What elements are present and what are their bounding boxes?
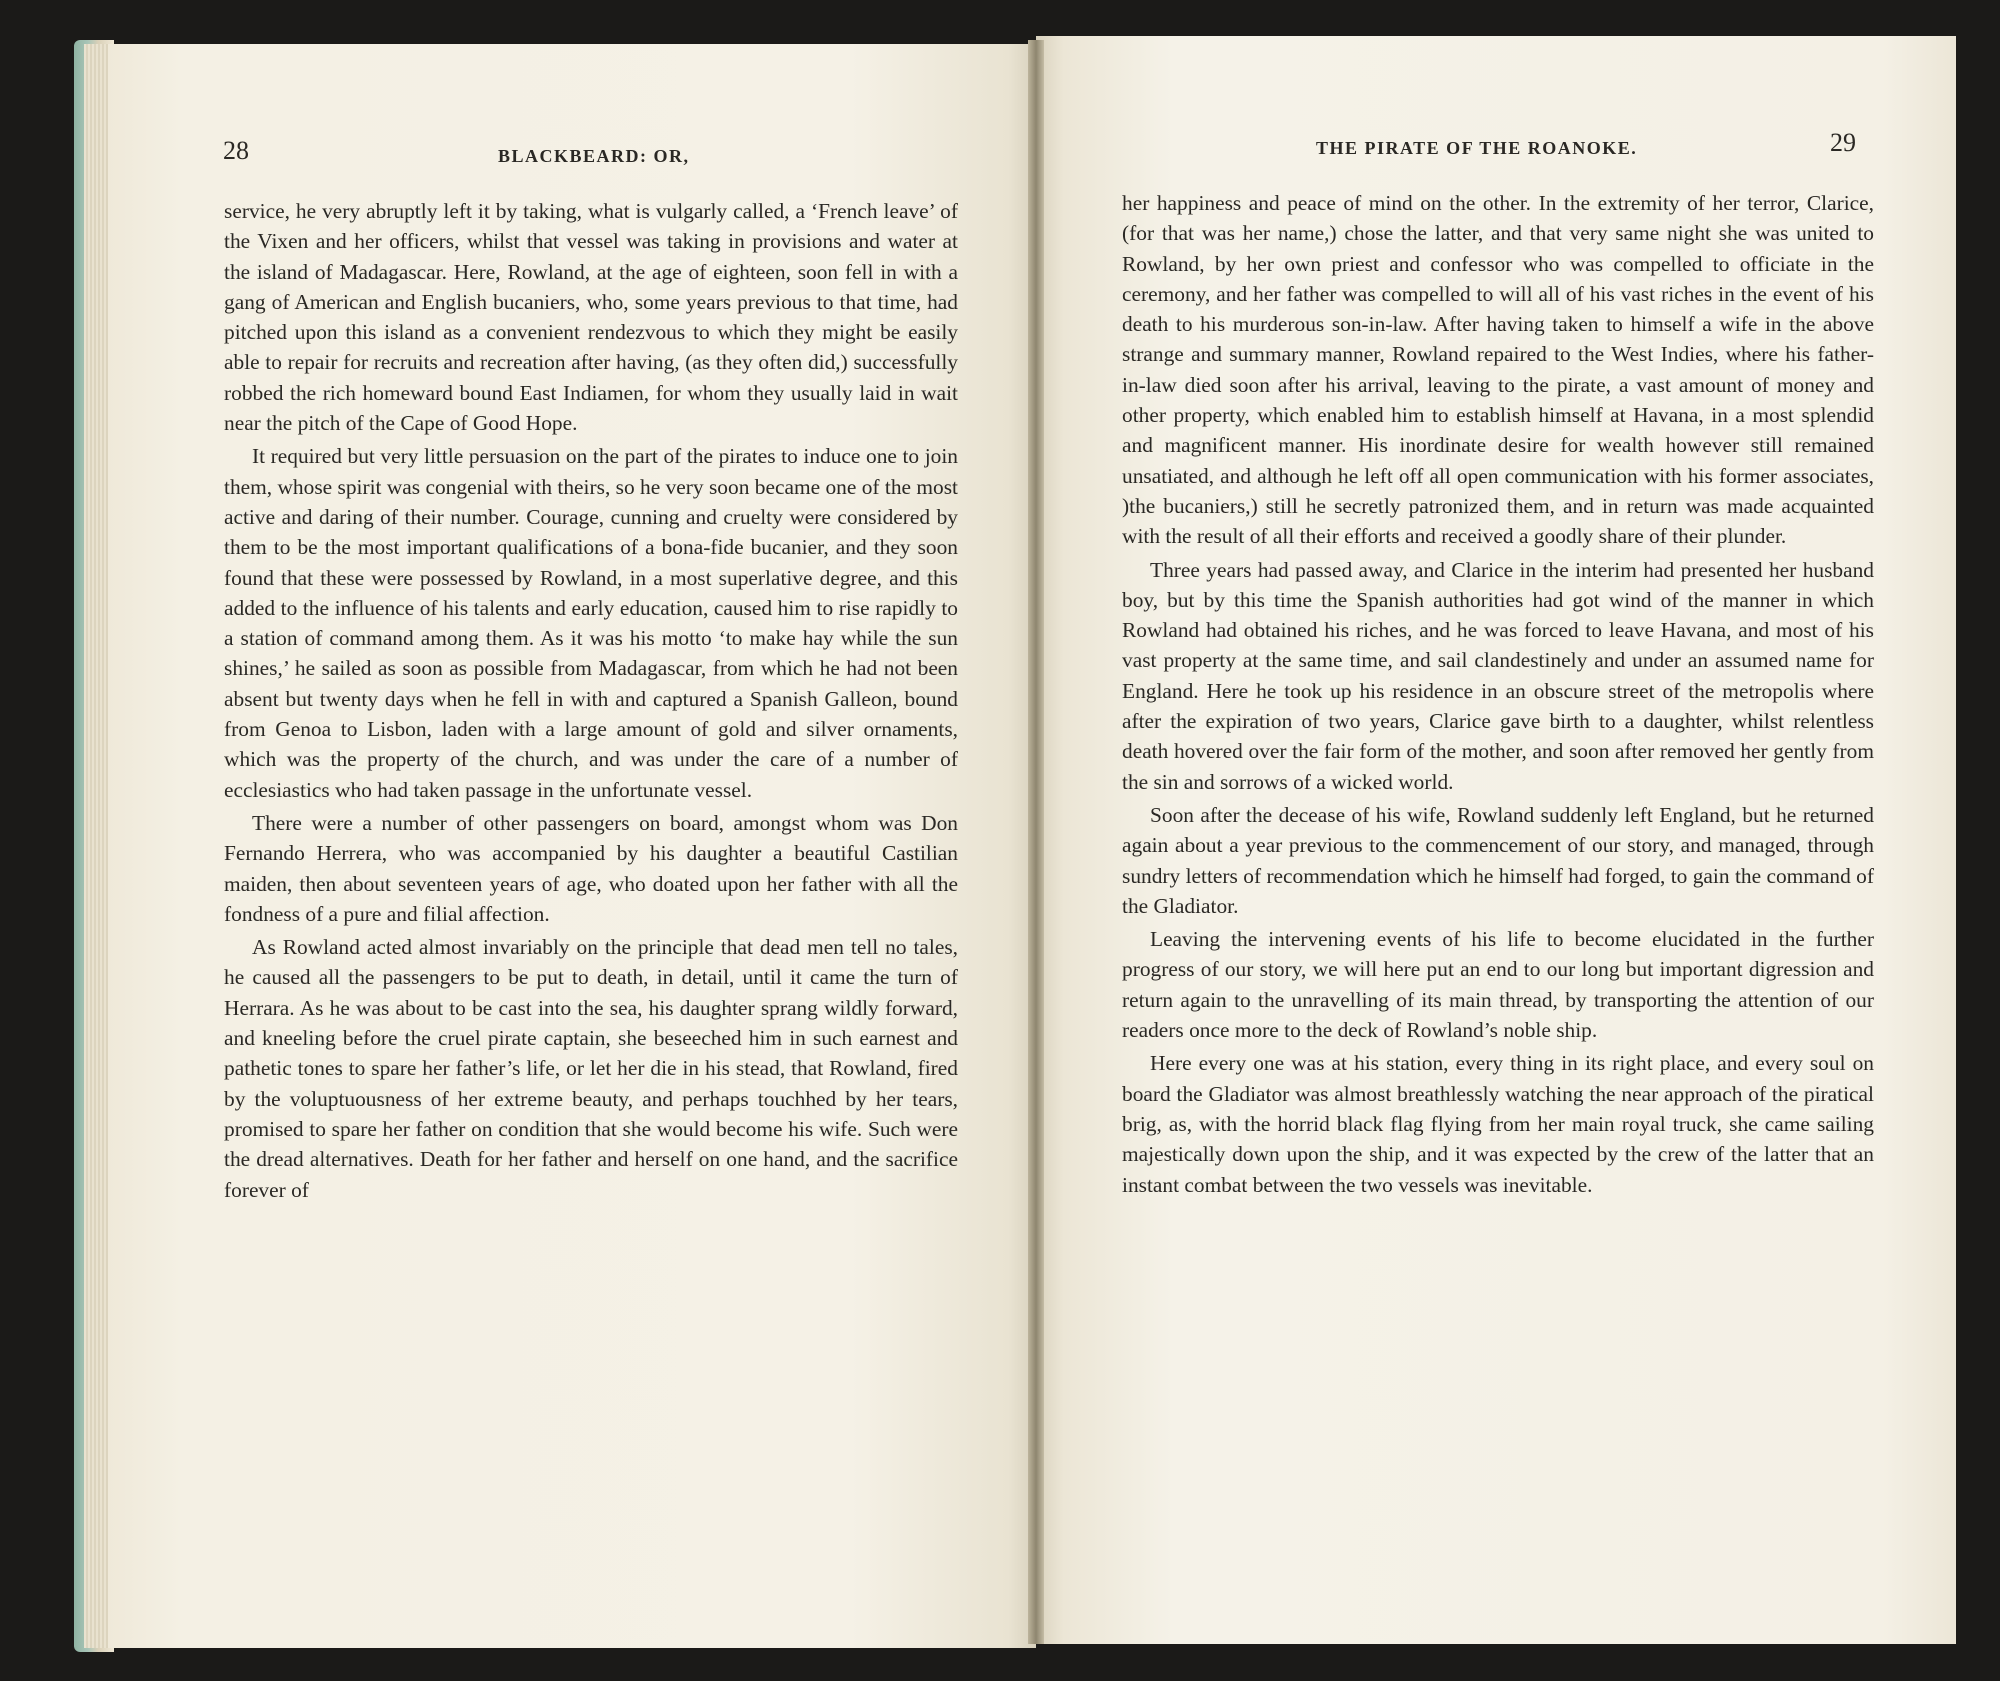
left-page-header <box>108 136 1036 182</box>
left-paragraph-1: service, he very abruptly left it by taking, what is vulgarly called, a ‘French leave’ of the Vixen and her officers, whilst that vessel was taking in provisions and water at the island of Madagascar. Here, Rowland, at the age of eighteen, soon fell in with a gang of American and English bucaniers, who, some years previous to that time, had pitched upon this island as a convenient rendezvous to which they might be easily able to repair for recruits and recreation after having, (as they often did,) successfully robbed the rich homeward bound East Indiamen, for whom they usually laid in wait near the pitch of the Cape of Good Hope. <box>224 199 958 436</box>
book-gutter <box>1028 40 1044 1644</box>
left-running-head: BLACKBEARD: OR, <box>498 146 690 166</box>
right-running-head: THE PIRATE OF THE ROANOKE. <box>1316 138 1638 158</box>
left-paragraph-3: There were a number of other passengers on board, amongst whom was Don Fernando Herrera, who was accompanied by his daughter a beautiful Castilian maiden, then about seventeen years of age, who doated upon her father with all the fondness of a pure and filial affection. <box>224 810 958 926</box>
left-page-body <box>224 196 958 1208</box>
right-paragraph-5: Here every one was at his station, every thing in its right place, and every soul on board the Gladiator was almost breathlessly watching the near approach of the piratical brig, as, with the horrid black flag flying from her main royal truck, she came sailing majestically down upon the ship, and it was expected by the crew of the latter that an instant combat between the two vessels was inevitable. <box>1122 1051 1874 1197</box>
left-page <box>108 44 1036 1648</box>
right-page-header <box>1036 128 1956 174</box>
left-page-number: 28 <box>223 136 249 165</box>
right-paragraph-1: her happiness and peace of mind on the other. In the extremity of her terror, Clarice, (for that was her name,) chose the latter, and that very same night she was united to Rowland, by her own priest and confessor who was compelled to officiate in the ceremony, and her father was compelled to will all of his vast riches in the event of his death to his murderous son-in-law. After having taken to himself a wife in the above strange and summary manner, Rowland repaired to the West Indies, where his father-in-law died soon after his arrival, leaving to the pirate, a vast amount of money and other property, which enabled him to establish himself at Havana, in a most splendid and magnificent manner. His inordinate desire for wealth however still remained unsatiated, and although he left off all open communication with his former associates, )the bucaniers,) still he secretly patronized them, and in return was made acquainted with the result of all their efforts and received a goodly share of their plunder. <box>1122 191 1874 549</box>
right-paragraph-2: Three years had passed away, and Clarice in the interim had presented her husband boy, but by this time the Spanish authorities had got wind of the manner in which Rowland had obtained his riches, and he was forced to leave Havana, and most of his vast property at the same time, and sail clandestinely and under an assumed name for England. Here he took up his residence in an obscure street of the metropolis where after the expiration of two years, Clarice gave birth to a daughter, whilst relentless death hovered over the fair form of the mother, and soon after removed her gently from the sin and sorrows of a wicked world. <box>1122 557 1874 794</box>
right-paragraph-4: Leaving the intervening events of his life to become elucidated in the further progress of our story, we will here put an end to our long but important digression and return again to the unravelling of its main thread, by transporting the attention of our readers once more to the deck of Rowland’s noble ship. <box>1122 927 1874 1043</box>
right-paragraph-3: Soon after the decease of his wife, Rowland suddenly left England, but he returned again about a year previous to the commencement of our story, and managed, through sundry letters of recommendation which he himself had forged, to gain the command of the Gladiator. <box>1122 802 1874 918</box>
right-page-number: 29 <box>1830 128 1856 157</box>
left-paragraph-4: As Rowland acted almost invariably on the principle that dead men tell no tales, he caused all the passengers to be put to death, in detail, until it came the turn of Herrara. As he was about to be cast into the sea, his daughter sprang wildly forward, and kneeling before the cruel pirate captain, she beseeched him in such earnest and pathetic tones to spare her father’s life, or let her die in his stead, that Rowland, fired by the voluptuousness of her extreme beauty, and perhaps touchhed by her tears, promised to spare her father on condition that she would become his wife. Such were the dread alternatives. Death for her father and herself on one hand, and the sacrifice forever of <box>224 935 958 1202</box>
right-page <box>1036 36 1956 1644</box>
right-page-body <box>1122 188 1874 1203</box>
left-paragraph-2: It required but very little persuasion on the part of the pirates to induce one to join them, whose spirit was congenial with theirs, so he very soon became one of the most active and daring of their number. Courage, cunning and cruelty were considered by them to be the most important qualifications of a bona-fide bucanier, and they soon found that these were possessed by Rowland, in a most superlative degree, and this added to the influence of his talents and early education, caused him to rise rapidly to a station of command among them. As it was his motto ‘to make hay while the sun shines,’ he sailed as soon as possible from Madagascar, from which he had not been absent but twenty days when he fell in with and captured a Spanish Galleon, bound from Genoa to Lisbon, laden with a large amount of gold and silver ornaments, which was the property of the church, and was under the care of a number of ecclesiastics who had taken passage in the unfortunate vessel. <box>224 444 958 802</box>
